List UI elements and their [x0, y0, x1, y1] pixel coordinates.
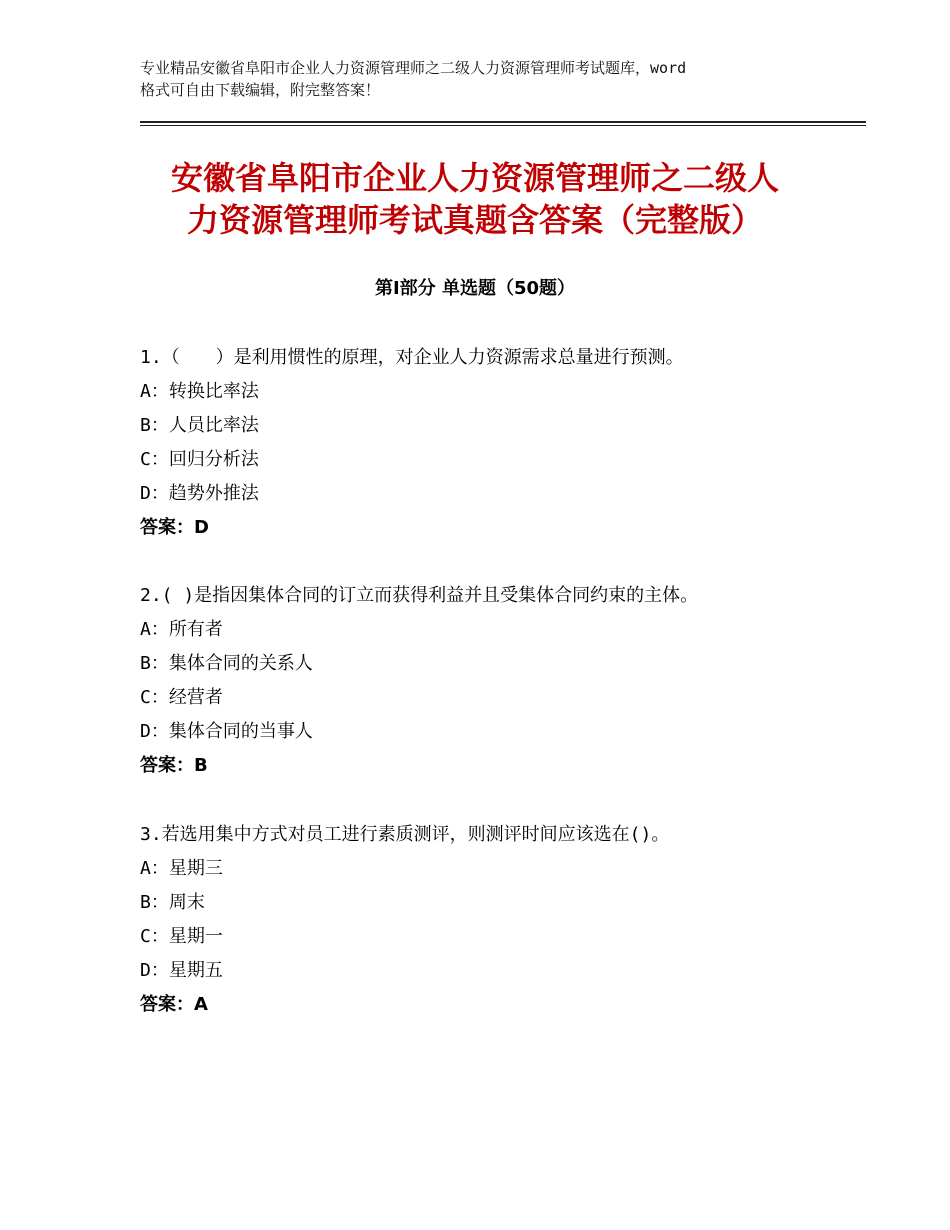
option-d: D：趋势外推法 — [140, 483, 259, 504]
question-stem: 3.若选用集中方式对员工进行素质测评，则测评时间应该选在()。 — [140, 824, 670, 845]
document-title — [120, 157, 830, 241]
section-title: 第Ⅰ部分 单选题（50题） — [374, 278, 575, 299]
option-d: D：集体合同的当事人 — [140, 721, 313, 742]
question-2 — [140, 579, 860, 783]
option-a: A：转换比率法 — [140, 381, 259, 402]
question-1 — [140, 341, 860, 545]
header-divider-thick — [140, 121, 866, 123]
header-note-line-1: 专业精品安徽省阜阳市企业人力资源管理师之二级人力资源管理师考试题库，word — [140, 59, 687, 77]
option-d: D：星期五 — [140, 960, 223, 981]
option-a: A：所有者 — [140, 619, 223, 640]
option-c: C：星期一 — [140, 926, 223, 947]
option-a: A：星期三 — [140, 858, 223, 879]
question-stem: 1.（ ）是利用惯性的原理，对企业人力资源需求总量进行预测。 — [140, 347, 684, 368]
answer-label: 答案：D — [140, 517, 209, 538]
question-stem: 2.( )是指因集体合同的订立而获得利益并且受集体合同约束的主体。 — [140, 585, 699, 606]
option-c: C：经营者 — [140, 687, 223, 708]
answer-label: 答案：A — [140, 994, 208, 1015]
option-b: B：人员比率法 — [140, 415, 259, 436]
header-note-line-2: 格式可自由下载编辑，附完整答案！ — [140, 81, 381, 99]
option-c: C：回归分析法 — [140, 449, 259, 470]
header-divider-thin — [140, 125, 866, 126]
answer-label: 答案：B — [140, 755, 208, 776]
document-title-line-1: 安徽省阜阳市企业人力资源管理师之二级人 — [170, 159, 779, 197]
option-b: B：周末 — [140, 892, 205, 913]
header-note — [140, 57, 840, 101]
document-title-line-2: 力资源管理师考试真题含答案（完整版） — [186, 201, 763, 239]
option-b: B：集体合同的关系人 — [140, 653, 313, 674]
question-3 — [140, 818, 860, 1022]
